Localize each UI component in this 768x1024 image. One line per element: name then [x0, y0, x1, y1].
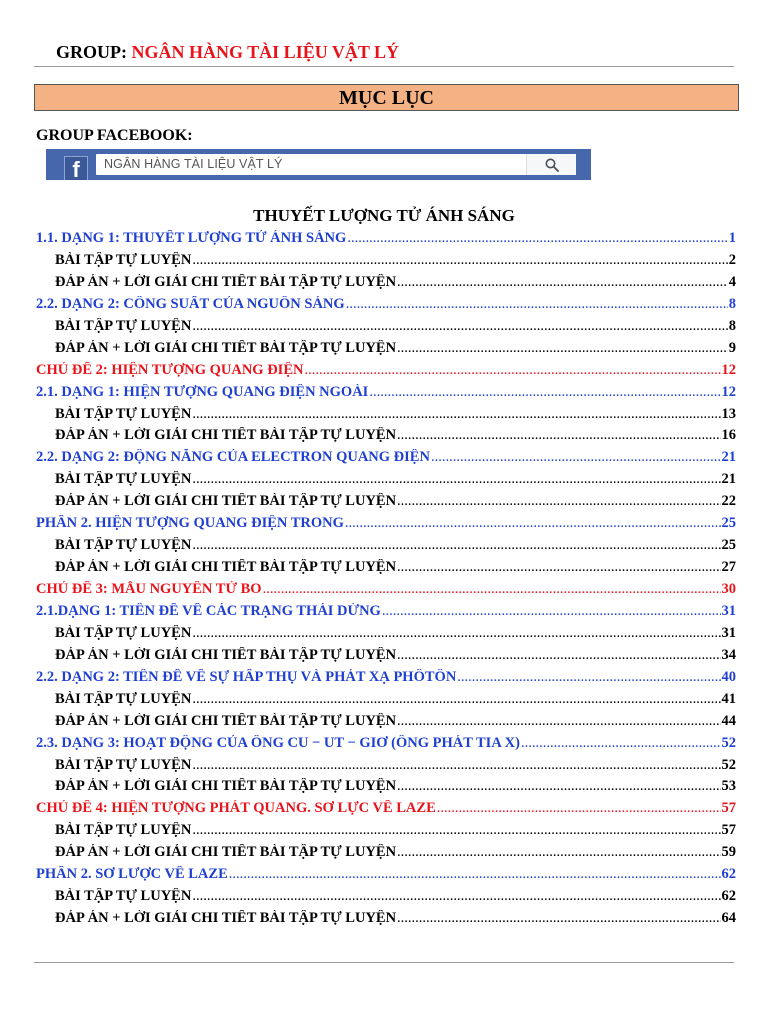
toc-dot-leader — [192, 471, 720, 488]
toc-entry[interactable] — [36, 449, 736, 471]
toc-entry-title: ĐÁP ÁN + LỜI GIẢI CHI TIẾT BÀI TẬP TỰ LUYỆN — [55, 493, 397, 510]
toc-entry-page: 9 — [728, 339, 736, 356]
facebook-search-input[interactable] — [96, 154, 576, 175]
toc-entry-page: 64 — [721, 910, 736, 927]
toc-dot-leader — [431, 449, 721, 466]
toc-dot-leader — [397, 493, 720, 510]
toc-entry-page: 21 — [721, 471, 736, 488]
toc-entry[interactable] — [36, 757, 736, 779]
toc-entry-page: 40 — [721, 668, 736, 685]
toc-entry-title: ĐÁP ÁN + LỜI GIẢI CHI TIẾT BÀI TẬP TỰ LUYỆN — [55, 712, 397, 729]
table-of-contents — [36, 230, 736, 932]
toc-entry-page: 13 — [721, 405, 736, 422]
toc-entry[interactable] — [36, 581, 736, 603]
toc-entry-page: 8 — [728, 317, 736, 334]
toc-entry-page: 57 — [721, 800, 736, 817]
toc-entry-title: CHỦ ĐỀ 4: HIỆN TƯỢNG PHÁT QUANG. SƠ LỰC VỀ LAZE — [36, 800, 436, 817]
toc-entry[interactable] — [36, 800, 736, 822]
toc-entry[interactable] — [36, 647, 736, 669]
facebook-group-label: GROUP FACEBOOK: — [36, 127, 193, 144]
toc-entry-title: BÀI TẬP TỰ LUYỆN — [55, 405, 192, 422]
toc-dot-leader — [345, 515, 721, 532]
toc-entry[interactable] — [36, 537, 736, 559]
toc-dot-leader — [521, 735, 721, 752]
toc-entry-title: ĐÁP ÁN + LỜI GIẢI CHI TIẾT BÀI TẬP TỰ LUYỆN — [55, 844, 397, 861]
toc-entry-page: 8 — [728, 295, 736, 312]
toc-entry-page: 30 — [721, 581, 736, 597]
toc-entry[interactable] — [36, 713, 736, 735]
toc-dot-leader — [369, 384, 720, 401]
toc-entry-page: 1 — [728, 230, 736, 246]
toc-entry[interactable] — [36, 252, 736, 274]
toc-dot-leader — [347, 230, 727, 247]
toc-entry-page: 25 — [721, 515, 736, 532]
toc-entry-title: 2.1. DẠNG 1: HIỆN TƯỢNG QUANG ĐIỆN NGOÀI — [36, 383, 369, 400]
toc-entry[interactable] — [36, 230, 736, 252]
toc-entry[interactable] — [36, 778, 736, 800]
toc-entry[interactable] — [36, 362, 736, 384]
toc-entry-title: ĐÁP ÁN + LỜI GIẢI CHI TIẾT BÀI TẬP TỰ LUYỆN — [55, 646, 397, 663]
toc-entry-title: BÀI TẬP TỰ LUYỆN — [55, 822, 192, 839]
contents-banner: MỤC LỤC — [34, 84, 739, 111]
toc-dot-leader — [397, 844, 720, 861]
toc-entry-title: PHẦN 2. SƠ LƯỢC VỀ LAZE — [36, 866, 228, 883]
section-title: THUYẾT LƯỢNG TỬ ÁNH SÁNG — [253, 206, 515, 225]
toc-entry-title: ĐÁP ÁN + LỜI GIẢI CHI TIẾT BÀI TẬP TỰ LUYỆN — [55, 778, 397, 795]
toc-entry[interactable] — [36, 822, 736, 844]
toc-dot-leader — [192, 318, 727, 335]
toc-dot-leader — [382, 603, 721, 620]
toc-entry[interactable] — [36, 384, 736, 406]
toc-entry-title: BÀI TẬP TỰ LUYỆN — [55, 251, 192, 268]
toc-entry-title: BÀI TẬP TỰ LUYỆN — [55, 317, 192, 334]
toc-entry-page: 57 — [721, 822, 736, 839]
toc-dot-leader — [397, 910, 720, 927]
toc-entry-page: 12 — [721, 361, 736, 378]
toc-entry-page: 31 — [721, 602, 736, 619]
toc-dot-leader — [263, 581, 721, 598]
toc-dot-leader — [457, 669, 720, 686]
toc-entry-title: BÀI TẬP TỰ LUYỆN — [55, 471, 192, 488]
toc-entry[interactable] — [36, 406, 736, 428]
facebook-search-button[interactable] — [526, 154, 576, 175]
toc-entry-title: 2.2. DẠNG 2: CÔNG SUẤT CỦA NGUỒN SÁNG — [36, 295, 345, 312]
toc-dot-leader — [192, 252, 727, 269]
toc-entry-title: ĐÁP ÁN + LỜI GIẢI CHI TIẾT BÀI TẬP TỰ LUYỆN — [55, 339, 397, 356]
toc-dot-leader — [192, 757, 720, 774]
toc-entry[interactable] — [36, 515, 736, 537]
toc-entry-page: 25 — [721, 537, 736, 554]
toc-entry-page: 52 — [721, 734, 736, 751]
header-divider — [34, 66, 734, 67]
toc-entry[interactable] — [36, 471, 736, 493]
toc-dot-leader — [229, 866, 721, 883]
toc-entry-page: 44 — [721, 712, 736, 729]
toc-entry-page: 41 — [721, 690, 736, 707]
toc-dot-leader — [437, 800, 721, 817]
toc-entry-title: BÀI TẬP TỰ LUYỆN — [55, 690, 192, 707]
toc-entry-title: 1.1. DẠNG 1: THUYẾT LƯỢNG TỬ ÁNH SÁNG — [36, 230, 347, 246]
toc-entry[interactable] — [36, 691, 736, 713]
toc-entry[interactable] — [36, 493, 736, 515]
toc-entry[interactable] — [36, 669, 736, 691]
toc-entry-title: CHỦ ĐỀ 3: MẪU NGUYÊN TỬ BO — [36, 581, 262, 597]
toc-entry-title: 2.3. DẠNG 3: HOẠT ĐỘNG CỦA ỐNG CU − UT − GIƠ (ỐNG PHÁT TIA X) — [36, 734, 520, 751]
toc-entry[interactable] — [36, 888, 736, 910]
toc-entry-title: ĐÁP ÁN + LỜI GIẢI CHI TIẾT BÀI TẬP TỰ LUYỆN — [55, 559, 397, 576]
toc-entry[interactable] — [36, 844, 736, 866]
toc-entry-page: 52 — [721, 756, 736, 773]
toc-entry-page: 53 — [721, 778, 736, 795]
toc-dot-leader — [192, 625, 720, 642]
toc-entry-page: 62 — [721, 866, 736, 883]
toc-entry[interactable] — [36, 625, 736, 647]
toc-entry-title: ĐÁP ÁN + LỜI GIẢI CHI TIẾT BÀI TẬP TỰ LUYỆN — [55, 427, 397, 444]
toc-dot-leader — [192, 888, 720, 905]
toc-entry-title: BÀI TẬP TỰ LUYỆN — [55, 888, 192, 905]
toc-entry-title: 2.2. DẠNG 2: TIÊN ĐỀ VỀ SỰ HẤP THỤ VÀ PHÁT XẠ PHÔTÔN — [36, 668, 457, 685]
toc-dot-leader — [397, 713, 720, 730]
toc-entry-title: BÀI TẬP TỰ LUYỆN — [55, 624, 192, 641]
toc-dot-leader — [304, 362, 720, 379]
header-group-name: NGÂN HÀNG TÀI LIỆU VẬT LÝ — [131, 42, 400, 62]
toc-entry[interactable] — [36, 559, 736, 581]
toc-entry-page: 2 — [728, 251, 736, 268]
toc-dot-leader — [397, 778, 720, 795]
toc-dot-leader — [397, 427, 720, 444]
toc-dot-leader — [192, 822, 720, 839]
toc-entry[interactable] — [36, 274, 736, 296]
toc-entry[interactable] — [36, 910, 736, 932]
toc-entry-title: BÀI TẬP TỰ LUYỆN — [55, 756, 192, 773]
toc-entry-page: 59 — [721, 844, 736, 861]
document-header — [56, 42, 399, 63]
toc-entry[interactable] — [36, 296, 736, 318]
toc-entry-page: 16 — [721, 427, 736, 444]
facebook-logo-icon: f — [64, 156, 88, 180]
toc-entry-page: 34 — [721, 646, 736, 663]
toc-entry-page: 4 — [728, 273, 736, 290]
facebook-search-bar — [46, 149, 591, 180]
toc-entry-title: BÀI TẬP TỰ LUYỆN — [55, 537, 192, 554]
toc-entry[interactable] — [36, 340, 736, 362]
toc-entry-title: ĐÁP ÁN + LỜI GIẢI CHI TIẾT BÀI TẬP TỰ LUYỆN — [55, 273, 397, 290]
toc-entry-page: 12 — [721, 383, 736, 400]
toc-dot-leader — [346, 296, 728, 313]
toc-entry[interactable] — [36, 427, 736, 449]
header-prefix: GROUP: — [56, 42, 132, 62]
toc-dot-leader — [397, 559, 720, 576]
search-icon — [545, 158, 559, 172]
toc-entry-title: ĐÁP ÁN + LỜI GIẢI CHI TIẾT BÀI TẬP TỰ LUYỆN — [55, 910, 397, 927]
toc-dot-leader — [192, 537, 720, 554]
toc-entry-page: 31 — [721, 624, 736, 641]
toc-entry-title: CHỦ ĐỀ 2: HIỆN TƯỢNG QUANG ĐIỆN — [36, 361, 304, 378]
toc-entry-page: 22 — [721, 493, 736, 510]
toc-entry[interactable] — [36, 603, 736, 625]
toc-dot-leader — [192, 691, 720, 708]
toc-entry-page: 62 — [721, 888, 736, 905]
toc-entry[interactable] — [36, 318, 736, 340]
toc-entry-page: 27 — [721, 559, 736, 576]
toc-entry-title: 2.1.DẠNG 1: TIÊN ĐỀ VỀ CÁC TRẠNG THÁI DỪNG — [36, 602, 381, 619]
toc-entry[interactable] — [36, 735, 736, 757]
toc-entry-page: 21 — [721, 449, 736, 466]
toc-dot-leader — [397, 274, 728, 291]
toc-entry-title: 2.2. DẠNG 2: ĐỘNG NĂNG CỦA ELECTRON QUANG ĐIỆN — [36, 449, 430, 466]
toc-entry[interactable] — [36, 866, 736, 888]
toc-dot-leader — [397, 647, 720, 664]
toc-dot-leader — [192, 406, 720, 423]
facebook-search-text: NGÂN HÀNG TÀI LIỆU VẬT LÝ — [104, 157, 283, 171]
toc-entry-title: PHẦN 2. HIỆN TƯỢNG QUANG ĐIỆN TRONG — [36, 515, 344, 532]
toc-dot-leader — [397, 340, 728, 357]
footer-divider — [34, 962, 734, 963]
